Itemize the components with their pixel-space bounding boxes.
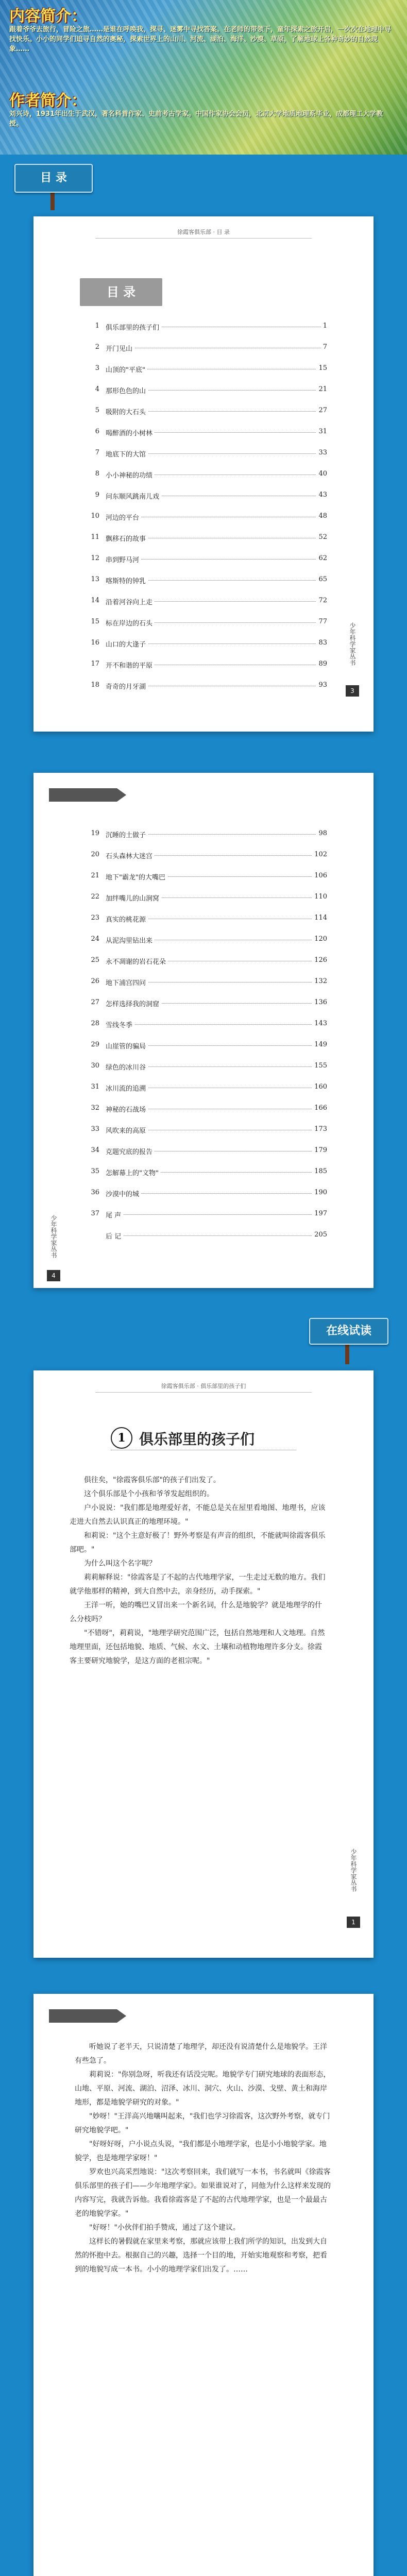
toc-entry-title: 飘移石的故事 (106, 533, 148, 543)
intro-author-text: 刘兴诗，1931年出生于武汉，著名科普作家、史前考古学家。中国作家协会会员，北京大学地质地理系毕业，成都理工大学教授。 (9, 110, 383, 128)
toc-entry-title: 喝醉酒的小树林 (106, 428, 155, 437)
paragraph: 俱往矣，"徐霞客俱乐部"的孩子们出发了。 (84, 1476, 221, 1484)
toc-entry[interactable] (85, 1020, 327, 1031)
toc-entry-number: 36 (91, 1189, 99, 1196)
toc-entry-title: 那形色色的山 (106, 385, 148, 395)
toc-entry-number: 24 (91, 935, 99, 943)
toc-entry-number: 29 (91, 1041, 99, 1048)
toc-leader-dots (106, 1214, 327, 1215)
toc-entry-number: 27 (91, 998, 99, 1006)
toc-entry-title: 标在岸边的石头 (106, 618, 155, 628)
paragraph: 为什么叫这个名字呢？ (84, 1560, 156, 1568)
toc-entry[interactable] (85, 1146, 327, 1158)
toc-entry-page: 110 (312, 893, 327, 901)
toc-entry-title: 问东顺风跳南儿戏 (106, 491, 161, 501)
toc-entry-page: 136 (312, 998, 327, 1006)
toc-entry-page: 65 (316, 575, 327, 583)
toc-entry-title: 风吹来的高原 (106, 1125, 148, 1135)
toc-entry-title: 山顶的"平底" (106, 364, 147, 374)
toc-entry[interactable] (85, 512, 327, 523)
chapter-page-1 (33, 1370, 374, 1958)
toc-entry[interactable] (85, 428, 327, 439)
paragraph: 听她说了老半天，只说清楚了地理学，却还没有说清楚什么是地貌学。王洋有些急了。 (75, 2043, 327, 2065)
paragraph: "妙呀！"王洋高兴地嚷叫起来，"我们也学习徐霞客，这次野外考察，就专门研究地貌学吧。" (75, 2112, 330, 2134)
toc-entry[interactable] (85, 998, 327, 1010)
toc-entry-title: 神秘的石战场 (106, 1104, 148, 1114)
page-header-banner (49, 2009, 126, 2023)
toc-entry[interactable] (85, 406, 327, 418)
toc-entry-title: 沿着河谷向上走 (106, 597, 155, 606)
toc-entry-number: 7 (95, 449, 99, 456)
toc-entry-number: 23 (91, 914, 99, 922)
toc-list-1 (85, 322, 327, 714)
toc-entry-page: 179 (312, 1146, 327, 1154)
toc-entry-title: 加绊嘴儿的山涧窝 (106, 893, 161, 903)
toc-entry-number: 3 (95, 364, 99, 372)
toc-entry[interactable] (85, 364, 327, 376)
toc-entry-page: 33 (316, 449, 327, 456)
toc-entry-page: 106 (312, 872, 327, 879)
toc-entry-title: 沙漠中的城 (106, 1189, 141, 1198)
toc-entry-number: 8 (95, 470, 99, 478)
paragraph: 王洋一听，她的嘴巴又冒出来一个新名词，什么是地貌学？就是地理学的什么分枝吗？ (70, 1601, 322, 1623)
chapter-number: 1 (111, 1427, 132, 1449)
toc-entry-number: 35 (91, 1167, 99, 1175)
toc-entry-title: 开门见山 (106, 343, 134, 353)
toc-entry-number: 21 (91, 872, 99, 879)
toc-entry-number: 31 (91, 1083, 99, 1091)
toc-entry-title: 开不和谐的平原 (106, 660, 155, 670)
toc-entry[interactable] (85, 639, 327, 650)
mulu-sign: 目 录 (14, 164, 93, 193)
toc-entry-title: 喀斯特的钟乳 (106, 575, 148, 585)
toc-entry[interactable] (85, 829, 327, 841)
toc-entry-page: 1 (321, 322, 327, 330)
toc-page-1 (33, 216, 374, 732)
toc-entry-title: 串到野马河 (106, 554, 141, 564)
toc-list-2 (85, 829, 327, 1273)
intro-content-text: 跟着爷爷去旅行，冒险之旅……是谁在呼唤我，探寻、迷雾中寻找答案。在老师的带领下，童年探索之旅开启，一次次在地理中寻找快乐。小小的同学们追寻自然的奥秘，探索世界上的山川、河流、湖泊、海洋、沙漠、草原，了解地球上各种奇妙的自然现象…… (9, 26, 392, 53)
toc-entry-page: 15 (316, 364, 327, 372)
toc-entry-number: 37 (91, 1210, 99, 1217)
toc-entry-number: 2 (95, 343, 99, 351)
toc-entry-title: 从泥沟里钻出来 (106, 935, 155, 945)
toc-entry-number: 15 (91, 618, 99, 625)
toc-entry-page: 40 (316, 470, 327, 478)
toc-entry-page: 77 (316, 618, 327, 625)
toc-leader-dots (106, 1235, 327, 1236)
toc-entry-page: 173 (312, 1125, 327, 1133)
toc-entry-title: 后 记 (106, 1231, 123, 1241)
toc-entry-page: 190 (312, 1189, 327, 1196)
chapter-title: 俱乐部里的孩子们 (139, 1431, 255, 1448)
toc-entry-number: 6 (95, 428, 99, 435)
intro-heading-content: 内容简介： (9, 7, 87, 25)
toc-entry-number: 22 (91, 893, 99, 901)
toc-entry-title: 小小神秘的功绩 (106, 470, 155, 480)
toc-entry[interactable] (85, 597, 327, 608)
toc-entry[interactable] (85, 1167, 327, 1179)
toc-entry-title: 永不凋谢的岩石花朵 (106, 956, 168, 966)
toc-entry-page: 160 (312, 1083, 327, 1091)
toc-entry-title: 地下浦宫四问 (106, 977, 148, 987)
toc-entry-page: 143 (312, 1020, 327, 1027)
toc-entry[interactable] (85, 872, 327, 883)
toc-entry-title: 地下"霸龙"的大嘴巴 (106, 872, 167, 882)
toc-entry[interactable] (85, 851, 327, 862)
toc-entry-title: 绿色的冰川谷 (106, 1062, 148, 1072)
toc-entry-page: 197 (312, 1210, 327, 1217)
toc-entry[interactable] (85, 554, 327, 566)
toc-entry-title: 吸附的大石头 (106, 406, 148, 416)
paragraph: "好呀好呀，户小说点头说，"我们都是小地理学家，也是小小地貌学家。地貌学，也是地理学家呀！" (75, 2140, 327, 2162)
toc-entry-page: 149 (312, 1041, 327, 1048)
toc-entry-number: 11 (91, 533, 99, 541)
paragraph: 罗欢也兴高采烈地说："这次考察回来，我们就写一本书，书名就叫《徐霞客俱乐部里的孩子们——少年地理学家》。如果谁说对了，同他为什么这样来发现的内容写完，我就告诉他。我看徐霞客是了不起的古代地理学家，也是一个最最古老的地貌学家。" (75, 2168, 331, 2218)
toc-entry-page: 166 (312, 1104, 327, 1112)
toc-entry-number: 10 (91, 512, 99, 520)
toc-entry-number: 34 (91, 1146, 99, 1154)
chapter-page-2 (33, 1994, 374, 2576)
toc-entry[interactable] (85, 1189, 327, 1200)
page-number: 1 (347, 1917, 360, 1928)
chapter-body (75, 2040, 332, 2576)
toc-entry-title: 雪线冬季 (106, 1020, 134, 1029)
toc-entry-title: 奇奇的月牙湖 (106, 681, 148, 691)
paragraph: 这样长的暑假就在家里来考察，那就应该带上我们所学的知识，出发到大自然的怀抱中去。根据自己的兴趣，选择一个目的地，开始实地观察和考察，把看到的地貌写成一本书。小小的地理学家们出发了。…… (75, 2238, 327, 2274)
toc-entry-page: 62 (316, 554, 327, 562)
toc-entry-page: 72 (316, 597, 327, 604)
toc-entry-title: 山崖管的骗局 (106, 1041, 148, 1050)
toc-entry-title: 真实的桃花源 (106, 914, 148, 924)
paragraph: 莉莉解释说："徐霞客是了不起的古代地理学家，一生走过无数的地方。我们就学他那样的精神，到大自然中去，亲身经历，动手探索。" (70, 1573, 326, 1596)
page-header: 徐霞客俱乐部 · 目 录 (95, 227, 312, 239)
toc-entry-page: 205 (312, 1231, 327, 1239)
toc-entry-number: 18 (91, 681, 99, 689)
toc-entry-number: 28 (91, 1020, 99, 1027)
toc-entry-number: 32 (91, 1104, 99, 1112)
toc-entry-number: 5 (95, 406, 99, 414)
zaixian-sign: 在线试读 (309, 1318, 388, 1345)
page-header: 徐霞客俱乐部 · 俱乐部里的孩子们 (95, 1381, 312, 1393)
toc-entry[interactable] (85, 956, 327, 968)
toc-entry-page: 52 (316, 533, 327, 541)
toc-entry[interactable] (85, 1083, 327, 1094)
series-side-tag: 少年科学家丛书 (349, 622, 356, 666)
page-number: 3 (346, 685, 359, 697)
toc-entry[interactable] (85, 1210, 327, 1221)
toc-entry-number: 4 (95, 385, 99, 393)
toc-entry-page: 102 (312, 851, 327, 858)
intro-heading-author: 作者简介： (9, 92, 87, 110)
toc-entry[interactable] (85, 575, 327, 587)
toc-entry-page: 43 (316, 491, 327, 499)
toc-entry-page: 93 (316, 681, 327, 689)
toc-entry[interactable] (85, 1231, 327, 1242)
paragraph: 户小说说："我们都是地理爱好者，不能总是关在屋里看地图、地理书，应该走进大自然去认识真正的地理环境。" (70, 1504, 326, 1526)
toc-entry[interactable] (85, 1041, 327, 1052)
toc-entry[interactable] (85, 470, 327, 481)
chapter-body (70, 1473, 327, 1927)
toc-entry-number: 14 (91, 597, 99, 604)
toc-entry-title: 地底下的大馆 (106, 449, 148, 459)
series-side-tag: 少年科学家丛书 (350, 1849, 357, 1892)
toc-entry-title: 俱乐部里的孩子们 (106, 322, 161, 332)
toc-entry-page: 132 (312, 977, 327, 985)
toc-entry-number: 1 (95, 322, 99, 330)
page-number: 4 (47, 1270, 60, 1281)
toc-entry-page: 31 (316, 428, 327, 435)
toc-entry[interactable] (85, 491, 327, 502)
toc-entry[interactable] (85, 322, 327, 333)
toc-entry-number: 26 (91, 977, 99, 985)
toc-leader-dots (106, 1024, 327, 1025)
toc-entry-title: 克题究底的报告 (106, 1146, 155, 1156)
toc-entry-page: 126 (312, 956, 327, 964)
toc-entry-title: 山口的大逢子 (106, 639, 148, 649)
toc-entry[interactable] (85, 343, 327, 354)
paragraph: 这个俱乐部是个小孩和爷爷发起组织的。 (84, 1490, 214, 1498)
toc-entry[interactable] (85, 449, 327, 460)
page-header-banner (49, 788, 126, 802)
toc-page-2 (33, 773, 374, 1288)
toc-entry[interactable] (85, 1104, 327, 1115)
toc-entry[interactable] (85, 935, 327, 946)
toc-entry[interactable] (85, 660, 327, 671)
toc-entry[interactable] (85, 385, 327, 397)
toc-entry[interactable] (85, 1125, 327, 1137)
toc-entry[interactable] (85, 681, 327, 692)
toc-entry-title: 沉睡的土做子 (106, 829, 148, 839)
toc-entry[interactable] (85, 977, 327, 989)
toc-entry-number: 12 (91, 554, 99, 562)
paragraph: 和莉说："这个主意好极了！野外考察是有声音的组织，不能就叫徐霞客俱乐部吧。" (70, 1532, 326, 1554)
toc-entry-number: 19 (91, 829, 99, 837)
toc-entry[interactable] (85, 914, 327, 925)
toc-entry-page: 89 (316, 660, 327, 668)
toc-entry-page: 21 (316, 385, 327, 393)
toc-entry-page: 27 (316, 406, 327, 414)
toc-entry-page: 114 (312, 914, 327, 922)
toc-entry-number: 9 (95, 491, 99, 499)
toc-entry[interactable] (85, 893, 327, 904)
toc-entry-page: 48 (316, 512, 327, 520)
series-side-tag: 少年科学家丛书 (50, 1215, 57, 1258)
toc-entry-title: 尾 声 (106, 1210, 123, 1219)
toc-entry-number: 30 (91, 1062, 99, 1070)
toc-entry-page: 185 (312, 1167, 327, 1175)
toc-entry[interactable] (85, 1062, 327, 1073)
toc-entry-number: 13 (91, 575, 99, 583)
toc-entry[interactable] (85, 533, 327, 545)
toc-entry-number: 33 (91, 1125, 99, 1133)
paragraph: "好呀！"小伙伴们拍手赞成，通过了这个建议。 (89, 2224, 240, 2232)
paragraph: 莉莉说："你别急呀，听我还有话没完呢。地貌学专门研究地球的表面形态，山地、平原、河流、湖泊、沼泽、冰川、洞穴、火山、沙漠、戈壁、黄土和海岸地形，都是地貌学研究的对象。" (75, 2071, 331, 2107)
toc-entry-title: 怎样选择我的洞窟 (106, 998, 161, 1008)
toc-entry-number: 20 (91, 851, 99, 858)
toc-entry-page: 7 (321, 343, 327, 351)
toc-entry-number: 17 (91, 660, 99, 668)
toc-entry-page: 83 (316, 639, 327, 647)
toc-entry[interactable] (85, 618, 327, 629)
toc-entry-number: 25 (91, 956, 99, 964)
toc-entry-page: 155 (312, 1062, 327, 1070)
toc-entry-page: 120 (312, 935, 327, 943)
toc-entry-title: 怎解幕上的"文物" (106, 1167, 161, 1177)
toc-entry-number: 16 (91, 639, 99, 647)
toc-title: 目 录 (80, 278, 162, 306)
paragraph: "不错呀"，莉莉说，"地理学研究范围广泛，包括自然地理和人文地理。自然地理里面，还包括地貌、地质、气候、水文、土壤和动植物地理许多分支。徐霞客主要研究地貌学，是这方面的老祖宗呢。" (70, 1629, 325, 1665)
toc-entry-title: 河边的平台 (106, 512, 141, 522)
toc-entry-title: 冰川流的追溯 (106, 1083, 148, 1093)
intro-banner (0, 0, 407, 155)
toc-entry-page: 98 (316, 829, 327, 837)
toc-entry-title: 石头森林大迷宫 (106, 851, 155, 860)
